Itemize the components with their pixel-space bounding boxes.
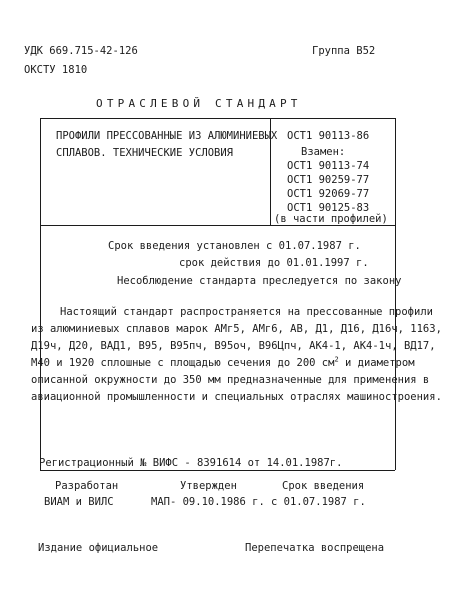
body-line-4 bbox=[31, 357, 415, 369]
approved-label: Утвержден bbox=[180, 480, 237, 492]
document-title: ОТРАСЛЕВОЙ СТАНДАРТ bbox=[96, 97, 302, 110]
footer-table-top-line bbox=[40, 470, 395, 471]
standard-name-line-1: ПРОФИЛИ ПРЕССОВАННЫЕ ИЗ АЛЮМИНИЕВЫХ bbox=[56, 130, 278, 142]
reprint-prohibited-label: Перепечатка воспрещена bbox=[245, 542, 385, 554]
replaced-standard-1: ОСТ1 90113-74 bbox=[287, 160, 370, 172]
registration-number: Регистрационный № ВИФС - 8391614 от 14.01.1987г. bbox=[39, 457, 343, 469]
frame-top-line bbox=[40, 118, 395, 119]
udk-code: УДК 669.715-42-126 bbox=[24, 45, 138, 57]
developed-value: ВИАМ и ВИЛС bbox=[44, 496, 114, 508]
approved-value: МАП- 09.10.1986 г. bbox=[151, 496, 265, 508]
body-line-3: Д19ч, Д20, ВАД1, В95, В95пч, В95оч, В96Цпч, АК4-1, АК4-1ч, ВД17, bbox=[31, 340, 436, 352]
replaces-label: Взамен: bbox=[301, 146, 346, 158]
effective-label: Срок введения bbox=[282, 480, 365, 492]
body-line-6: авиационной промышленности и специальных отраслях машиностроения. bbox=[31, 391, 442, 403]
body-line-5: описанной окружности до 350 мм предназначенные для применения в bbox=[31, 374, 430, 386]
frame-right-line bbox=[395, 118, 396, 470]
introduction-date: Срок введения установлен с 01.07.1987 г. bbox=[108, 240, 361, 252]
developed-label: Разработан bbox=[55, 480, 119, 492]
expiry-date: срок действия до 01.01.1997 г. bbox=[179, 257, 369, 269]
official-edition-label: Издание официальное bbox=[38, 542, 159, 554]
frame-left-line bbox=[40, 118, 41, 470]
replaced-standard-3: ОСТ1 92069-77 bbox=[287, 188, 370, 200]
replaces-note: (в части профилей) bbox=[274, 213, 388, 225]
effective-value: с 01.07.1987 г. bbox=[271, 496, 366, 508]
group-code: Группа В52 bbox=[312, 45, 376, 57]
body-line-4-end: и диаметром bbox=[338, 357, 415, 369]
standard-code: ОСТ1 90113-86 bbox=[287, 130, 370, 142]
body-line-4-start: М40 и 1920 сплошные с площадью сечения до 200 см bbox=[31, 357, 335, 369]
area-unit-superscript: 2 bbox=[334, 355, 339, 364]
legal-warning: Несоблюдение стандарта преследуется по закону bbox=[117, 275, 402, 287]
frame-divider-line bbox=[40, 225, 395, 226]
body-line-1: Настоящий стандарт распространяется на прессованные профили bbox=[60, 306, 433, 318]
okstu-code: ОКСТУ 1810 bbox=[24, 64, 88, 76]
replaced-standard-4: ОСТ1 90125-83 bbox=[287, 202, 370, 214]
replaced-standard-2: ОСТ1 90259-77 bbox=[287, 174, 370, 186]
body-line-2: из алюминиевых сплавов марок АМг5, АМг6, АВ, Д1, Д16, Д16ч, 1163, bbox=[31, 323, 442, 335]
standard-name-line-2: СПЛАВОВ. ТЕХНИЧЕСКИЕ УСЛОВИЯ bbox=[56, 147, 234, 159]
